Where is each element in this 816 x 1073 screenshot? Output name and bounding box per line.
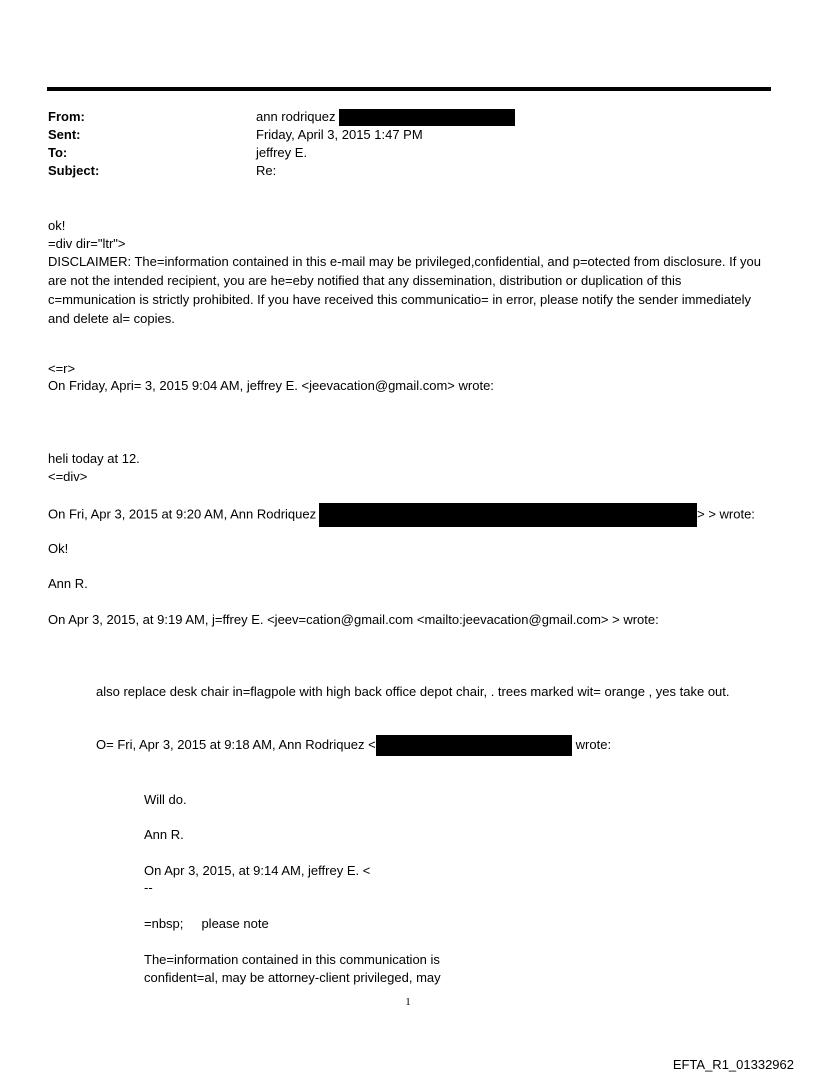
quote4-suffix: wrote: — [575, 737, 612, 752]
sent-value: Friday, April 3, 2015 1:47 PM — [256, 127, 423, 142]
body-line-r: <=r> — [48, 361, 76, 376]
to-label: To: — [48, 145, 68, 160]
body-line-enddiv: <=div> — [48, 469, 88, 484]
signature-1: Ann R. — [48, 576, 88, 591]
from-name: ann rodriquez — [256, 109, 336, 124]
body-line-ok: ok! — [48, 218, 66, 233]
quote-header-4 — [96, 735, 611, 756]
confidentiality-line-1: The=information contained in this communication is — [144, 952, 440, 967]
page-number: 1 — [405, 996, 411, 1008]
body-line-div: =div dir="ltr"> — [48, 236, 126, 251]
from-value — [256, 108, 515, 126]
body-heli: heli today at 12. — [48, 451, 140, 466]
subject-value: Re: — [256, 163, 277, 178]
body-ok2: Ok! — [48, 541, 69, 556]
quote-header-3: On Apr 3, 2015, at 9:19 AM, j=ffrey E. <jeev=cation@gmail.com <mailto:jeevacation@gmail.com> > wrote: — [48, 612, 659, 627]
signature-2: Ann R. — [144, 827, 184, 842]
redaction-block — [376, 735, 572, 756]
header-rule — [47, 87, 771, 91]
quote-header-5: On Apr 3, 2015, at 9:14 AM, jeffrey E. < — [144, 863, 371, 878]
body-will-do: Will do. — [144, 792, 187, 807]
redaction-block — [339, 109, 515, 126]
disclaimer-text: DISCLAIMER: The=information contained in this e-mail may be privileged,confidential, and p=otected from disclosure. If you are not the intended recipient, you are he=eby notified that any dissemination, distribution or duplication of this c=mmunication is strictly prohibited. If you have received this communicatio= in error, please notify the sender immediately and delete al= copies. — [48, 254, 761, 326]
quote-header-1: On Friday, Apri= 3, 2015 9:04 AM, jeffrey E. <jeevacation@gmail.com> wrote: — [48, 378, 494, 393]
to-value: jeffrey E. — [256, 145, 308, 160]
body-nbsp-note: =nbsp; please note — [144, 916, 269, 931]
quote4-prefix: O= Fri, Apr 3, 2015 at 9:18 AM, Ann Rodriquez < — [96, 737, 376, 752]
quote-header-2 — [48, 503, 755, 527]
bates-number: EFTA_R1_01332962 — [672, 1057, 794, 1072]
body-replace: also replace desk chair in=flagpole with high back office depot chair, . trees marked wit= orange , yes take out. — [96, 684, 730, 699]
subject-label: Subject: — [48, 163, 100, 178]
quote2-suffix: > > wrote: — [697, 506, 755, 522]
confidentiality-line-2: confident=al, may be attorney-client privileged, may — [144, 970, 441, 985]
sent-label: Sent: — [48, 127, 81, 142]
quote2-prefix: On Fri, Apr 3, 2015 at 9:20 AM, Ann Rodriquez — [48, 506, 317, 522]
from-label: From: — [48, 109, 85, 124]
separator-dashes: -- — [144, 880, 153, 895]
redaction-block — [319, 503, 697, 527]
